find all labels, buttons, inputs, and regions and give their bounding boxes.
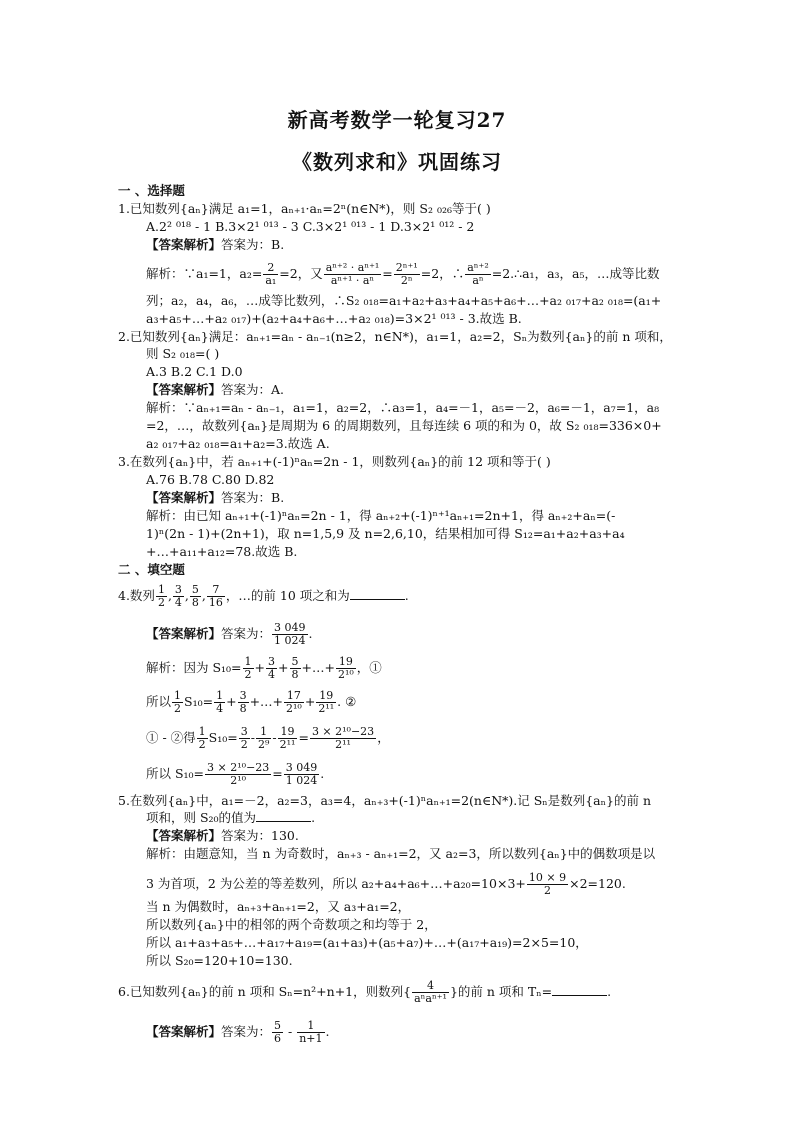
question-2-answer: 【答案解析】答案为：A. xyxy=(146,382,285,397)
section-heading-fill: 二 、填空题 xyxy=(118,562,185,577)
question-1-analysis-line-2: 列；a₂，a₄，a₆，…成等比数列，∴S₂ ₀₁₈=a₁+a₂+a₃+a₄+a₅+a₆+…+a₂ ₀₁₇+a₂ ₀₁₈=(a₁+ xyxy=(146,293,662,308)
answer-blank xyxy=(552,984,607,996)
answer-tag: 【答案解析】 xyxy=(146,626,222,641)
fraction: $\frac{1}{2}$ xyxy=(174,689,182,715)
question-6-answer: 【答案解析】答案为： $\frac{5}{6}$ - $\frac{1}{n+1}$ . xyxy=(146,1019,330,1045)
fraction: $\frac{2}{\text{a₁}}$ xyxy=(265,261,277,287)
fraction: $\frac{\text{aⁿ⁺²}}{\text{aⁿ}}$ xyxy=(467,261,489,287)
question-5-analysis-line-3: 当 n 为偶数时，aₙ₊₃+aₙ₊₁=2，又 a₃+a₁=2， xyxy=(146,899,411,914)
fraction: $\frac{5}{8}$ xyxy=(191,583,199,609)
question-3-options: A.76 B.78 C.80 D.82 xyxy=(146,472,275,487)
question-3-analysis-line-2: 1)ⁿ(2n - 1)+(2n+1)，取 n=1,5,9 及 n=2,6,10，结果相加可得 S₁₂=a₁+a₂+a₃+a₄ xyxy=(146,526,625,541)
question-2-analysis-line-2: =2，…，故数列{aₙ}是周期为 6 的周期数列，且每连续 6 项的和为 0，故 S₂ ₀₁₈=336×0+ xyxy=(146,418,662,433)
page-title: 新高考数学一轮复习27 xyxy=(287,108,507,132)
page-subtitle: 《数列求和》巩固练习 xyxy=(292,150,502,174)
question-2-analysis-line-1: 解析：∵aₙ₊₁=aₙ - aₙ₋₁，a₁=1，a₂=2，∴a₃=1，a₄=－1，a₅=－2，a₆=－1，a₇=1，a₈ xyxy=(146,400,660,415)
question-6-stem: 6.已知数列{aₙ}的前 n 项和 Sₙ=n²+n+1，则数列{ $\frac{4}{\text{aⁿaⁿ⁺¹}}$ }的前 n 项和 Tₙ= . xyxy=(118,979,612,1005)
fraction: $\frac{3}{8}$ xyxy=(239,689,247,715)
question-1-analysis-line-3: a₃+a₅+…+a₂ ₀₁₇)+(a₂+a₄+a₆+…+a₂ ₀₁₈)=3×2¹ ⁰¹³ - 3.故选 B. xyxy=(146,311,522,326)
fraction: $\frac{17}{\text{2¹⁰}}$ xyxy=(286,689,302,715)
question-5-analysis-line-6: 所以 S₂₀=120+10=130. xyxy=(146,953,293,968)
question-5-stem: 5.在数列{aₙ}中，a₁=－2，a₂=3，a₃=4，aₙ₊₃+(-1)ⁿaₙ₊₁=2(n∈N*).记 Sₙ是数列{aₙ}的前 n xyxy=(118,793,651,808)
question-3-stem: 3.在数列{aₙ}中，若 aₙ₊₁+(-1)ⁿaₙ=2n - 1，则数列{aₙ}的前 12 项和等于( ) xyxy=(118,454,551,469)
fraction: $\frac{3}{2}$ xyxy=(240,725,248,751)
question-2-stem: 2.已知数列{aₙ}满足：aₙ₊₁=aₙ - aₙ₋₁(n≥2，n∈N*)，a₁=1，a₂=2，Sₙ为数列{aₙ}的前 n 项和， xyxy=(118,329,672,344)
fraction: $\frac{5}{6}$ xyxy=(274,1019,282,1045)
fraction: $\frac{4}{\text{aⁿaⁿ⁺¹}}$ xyxy=(414,979,447,1005)
fraction: $\frac{1}{\text{2⁹}}$ xyxy=(257,725,270,751)
question-2-options: A.3 B.2 C.1 D.0 xyxy=(146,364,243,379)
fraction: $\frac{1}{n+1}$ xyxy=(299,1019,323,1045)
question-4-analysis-line-2: 所以 $\frac{1}{2}$ S₁₀= $\frac{1}{4}$ + $\frac{3}{8}$ +…+ $\frac{17}{\text{2¹⁰}}$ + $\frac{19}{\text{2¹¹}}$ . ② xyxy=(146,689,357,715)
question-2-stem-cont: 则 S₂ ₀₁₈=( ) xyxy=(146,346,220,361)
question-3-answer: 【答案解析】答案为：B. xyxy=(146,490,285,505)
question-1-answer: 【答案解析】答案为：B. xyxy=(146,237,285,252)
question-5-analysis-line-4: 所以数列{aₙ}中的相邻的两个奇数项之和均等于 2， xyxy=(146,917,437,932)
question-3-analysis-line-1: 解析：由已知 aₙ₊₁+(-1)ⁿaₙ=2n - 1，得 aₙ₊₂+(-1)ⁿ⁺¹aₙ₊₁=2n+1，得 aₙ₊₂+aₙ=(- xyxy=(146,508,616,523)
answer-tag: 【答案解析】 xyxy=(146,382,222,397)
fraction: $\frac{7}{16}$ xyxy=(208,583,223,609)
question-5-analysis-line-5: 所以 a₁+a₃+a₅+…+a₁₇+a₁₉=(a₁+a₃)+(a₅+a₇)+…+(a₁₇+a₁₉)=2×5=10， xyxy=(146,935,588,950)
question-4-analysis-line-3: ① - ②得 $\frac{1}{2}$ S₁₀= $\frac{3}{2}$ - $\frac{1}{\text{2⁹}}$ - $\frac{19}{\text{2¹¹}}$ = $\frac{\text{3 × 2¹⁰−23}}{\text{2¹¹}}$ ， xyxy=(146,725,390,751)
fraction: $\frac{5}{8}$ xyxy=(291,655,299,681)
fraction: $\frac{19}{\text{2¹¹}}$ xyxy=(279,725,296,751)
answer-tag: 【答案解析】 xyxy=(146,1024,222,1039)
question-5-analysis-line-2: 3 为首项，2 为公差的等差数列，所以 a₂+a₄+a₆+…+a₂₀=10×3+ $\frac{10 \times 9}{2}$ ×2=120. xyxy=(146,871,626,897)
fraction: $\frac{\text{aⁿ⁺² · aⁿ⁺¹}}{\text{aⁿ⁺¹ · aⁿ}}$ xyxy=(325,261,380,287)
fraction: $\frac{3}{4}$ xyxy=(174,583,182,609)
fraction: $\frac{1}{2}$ xyxy=(157,583,165,609)
question-4-analysis-line-4: 所以 S₁₀= $\frac{\text{3 × 2¹⁰−23}}{\text{2¹⁰}}$ = $\frac{3 049}{1 024}$ . xyxy=(146,761,325,787)
answer-tag: 【答案解析】 xyxy=(146,828,222,843)
question-5-stem-cont: 项和，则 S₂₀的值为 . xyxy=(146,810,316,825)
question-1-analysis-line-1: 解析：∵a₁=1，a₂= $\frac{2}{\text{a₁}}$ =2，又 $\frac{\text{aⁿ⁺² · aⁿ⁺¹}}{\text{aⁿ⁺¹ · aⁿ}}$ = $\frac{\text{2ⁿ⁺¹}}{\text{2ⁿ}}$ =2，∴ $\frac{\text{aⁿ⁺²}}{\text{aⁿ}}$ =2.∴a₁，a₃，a₅，…成等比数 xyxy=(146,261,660,287)
fraction: $\frac{\text{2ⁿ⁺¹}}{\text{2ⁿ}}$ xyxy=(395,261,418,287)
fraction: $\frac{1}{2}$ xyxy=(198,725,206,751)
fraction: $\frac{19}{\text{2¹⁰}}$ xyxy=(337,655,354,681)
fraction: $\frac{1}{4}$ xyxy=(216,689,224,715)
answer-tag: 【答案解析】 xyxy=(146,490,222,505)
fraction: $\frac{1}{2}$ xyxy=(244,655,252,681)
question-4-analysis-line-1: 解析：因为 S₁₀= $\frac{1}{2}$ + $\frac{3}{4}$ + $\frac{5}{8}$ +…+ $\frac{19}{\text{2¹⁰}}$ ，① xyxy=(146,655,382,681)
fraction: $\frac{\text{3 × 2¹⁰−23}}{\text{2¹¹}}$ xyxy=(311,725,375,751)
fraction: $\frac{\text{3 × 2¹⁰−23}}{\text{2¹⁰}}$ xyxy=(207,761,270,787)
fraction: $\frac{19}{\text{2¹¹}}$ xyxy=(318,689,335,715)
fraction: $\frac{3}{4}$ xyxy=(268,655,276,681)
question-5-analysis-line-1: 解析：由题意知，当 n 为奇数时，aₙ₊₃ - aₙ₊₁=2，又 a₂=3，所以数列{aₙ}中的偶数项是以 xyxy=(146,846,656,861)
fraction: $\frac{3 049}{1 024}$ xyxy=(274,621,306,647)
question-3-analysis-line-3: +…+a₁₁+a₁₂=78.故选 B. xyxy=(146,544,298,559)
question-1-stem: 1.已知数列{aₙ}满足 a₁=1，aₙ₊₁·aₙ=2ⁿ(n∈N*)，则 S₂ ₀₂₆等于( ) xyxy=(118,201,491,216)
answer-blank xyxy=(256,810,311,822)
fraction: $\frac{10 \times 9}{2}$ xyxy=(528,871,567,897)
question-4-answer: 【答案解析】答案为： $\frac{3 049}{1 024}$ . xyxy=(146,621,313,647)
fraction: $\frac{3 049}{1 024}$ xyxy=(285,761,318,787)
question-5-answer: 【答案解析】答案为：130. xyxy=(146,828,299,843)
answer-blank xyxy=(350,588,405,600)
section-heading-choice: 一 、选择题 xyxy=(118,183,185,198)
question-2-analysis-line-3: a₂ ₀₁₇+a₂ ₀₁₈=a₁+a₂=3.故选 A. xyxy=(146,436,330,451)
answer-tag: 【答案解析】 xyxy=(146,237,222,252)
question-4-stem: 4.数列 $\frac{1}{2}$ , $\frac{3}{4}$ , $\frac{5}{8}$ , $\frac{7}{16}$ ，…的前 10 项之和为 . xyxy=(118,583,409,609)
question-1-options: A.2² ⁰¹⁸ - 1 B.3×2¹ ⁰¹³ - 3 C.3×2¹ ⁰¹³ - 1 D.3×2¹ ⁰¹² - 2 xyxy=(146,219,475,234)
